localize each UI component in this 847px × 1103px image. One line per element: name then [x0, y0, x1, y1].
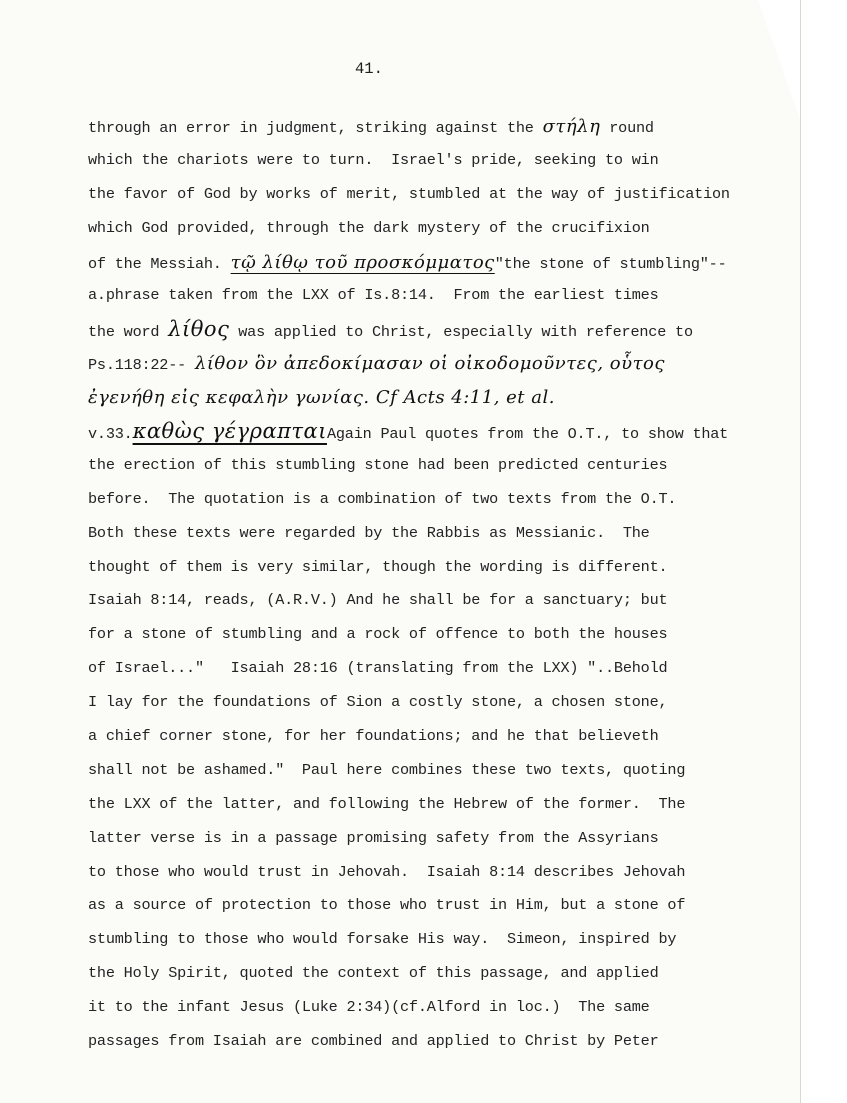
typed-text: as a source of protection to those who trust in Him, but a stone of [88, 896, 686, 915]
typed-text: stumbling to those who would forsake His way. Simeon, inspired by [88, 930, 677, 949]
text-line [88, 856, 828, 890]
handwritten-greek: λίθος [168, 317, 230, 342]
text-line [88, 347, 828, 381]
text-line [88, 279, 828, 313]
typed-text: Both these texts were regarded by the Rabbis as Messianic. The [88, 523, 650, 542]
text-line [88, 754, 828, 788]
typed-text: was applied to Christ, especially with reference to [229, 323, 693, 342]
text-line [88, 584, 828, 618]
handwritten-greek: ἐγενήθη εἰς κεφαλὴν γωνίας. Cf Acts 4:11, et al. [88, 387, 555, 409]
typed-text: shall not be ashamed." Paul here combines these two texts, quoting [88, 760, 686, 779]
typed-text: Again Paul quotes from the O.T., to show that [326, 425, 729, 444]
handwritten-greek: τῷ λίθῳ τοῦ προσκόμματος [230, 251, 495, 273]
text-line [88, 212, 828, 246]
text-line [88, 415, 828, 449]
typed-text: thought of them is very similar, though the wording is different. [88, 557, 668, 576]
text-line [88, 991, 828, 1025]
torn-corner [740, 0, 800, 120]
typed-text: before. The quotation is a combination of two texts from the O.T. [88, 489, 677, 508]
text-line [88, 889, 828, 923]
typed-text: passages from Isaiah are combined and applied to Christ by Peter [88, 1032, 659, 1051]
text-line [88, 822, 828, 856]
text-line [88, 720, 828, 754]
typed-text: which the chariots were to turn. Israel's pride, seeking to win [88, 150, 659, 169]
handwritten-greek: λίθον ὃν ἀπεδοκίμασαν οἱ οἰκοδομοῦντες, οὗτος [194, 353, 665, 375]
text-line [88, 618, 828, 652]
text-line [88, 686, 828, 720]
text-line [88, 652, 828, 686]
typed-text: through an error in judgment, striking against the [88, 119, 543, 137]
text-line [88, 449, 828, 483]
typed-text: the favor of God by works of merit, stumbled at the way of justification [88, 184, 730, 203]
typed-text: v.33. [88, 425, 133, 444]
typed-text: the Holy Spirit, quoted the context of this passage, and applied [88, 964, 659, 983]
text-line [88, 483, 828, 517]
page-number: 41. [355, 60, 383, 78]
typed-text: the erection of this stumbling stone had been predicted centuries [88, 455, 668, 474]
text-line [88, 957, 828, 991]
typed-text: to those who would trust in Jehovah. Isaiah 8:14 describes Jehovah [88, 862, 686, 881]
body-text [88, 110, 828, 1059]
handwritten-greek: καθὼς γέγραπται [132, 419, 327, 444]
typed-text: the word [88, 323, 169, 342]
typed-text: Isaiah 8:14, reads, (A.R.V.) And he shall be for a sanctuary; but [88, 591, 668, 610]
typed-text: Ps.118:22-- [88, 356, 195, 375]
typed-text: round [600, 119, 654, 137]
typed-text: it to the infant Jesus (Luke 2:34)(cf.Alford in loc.) The same [88, 998, 650, 1017]
text-line [88, 313, 828, 347]
typed-text: the LXX of the latter, and following the Hebrew of the former. The [88, 794, 686, 813]
typed-text: of the Messiah. [88, 254, 231, 273]
typed-text: I lay for the foundations of Sion a costly stone, a chosen stone, [88, 693, 668, 712]
typed-text: "the stone of stumbling"-- [494, 254, 727, 273]
text-line [88, 923, 828, 957]
text-line [88, 246, 828, 280]
text-line [88, 1025, 828, 1059]
text-line [88, 110, 828, 144]
typed-text: which God provided, through the dark mystery of the crucifixion [88, 218, 650, 237]
typed-text: a chief corner stone, for her foundations; and he that believeth [88, 727, 659, 746]
typed-text: for a stone of stumbling and a rock of offence to both the houses [88, 625, 668, 644]
text-line [88, 381, 828, 415]
typed-text: a.phrase taken from the LXX of Is.8:14. From the earliest times [88, 286, 659, 305]
text-line [88, 517, 828, 551]
text-line [88, 551, 828, 585]
text-line [88, 144, 828, 178]
text-line [88, 178, 828, 212]
typed-text: of Israel..." Isaiah 28:16 (translating from the LXX) "..Behold [88, 659, 668, 678]
handwritten-greek: στήλη [542, 116, 601, 137]
text-line [88, 788, 828, 822]
typed-text: latter verse is in a passage promising safety from the Assyrians [88, 828, 659, 847]
